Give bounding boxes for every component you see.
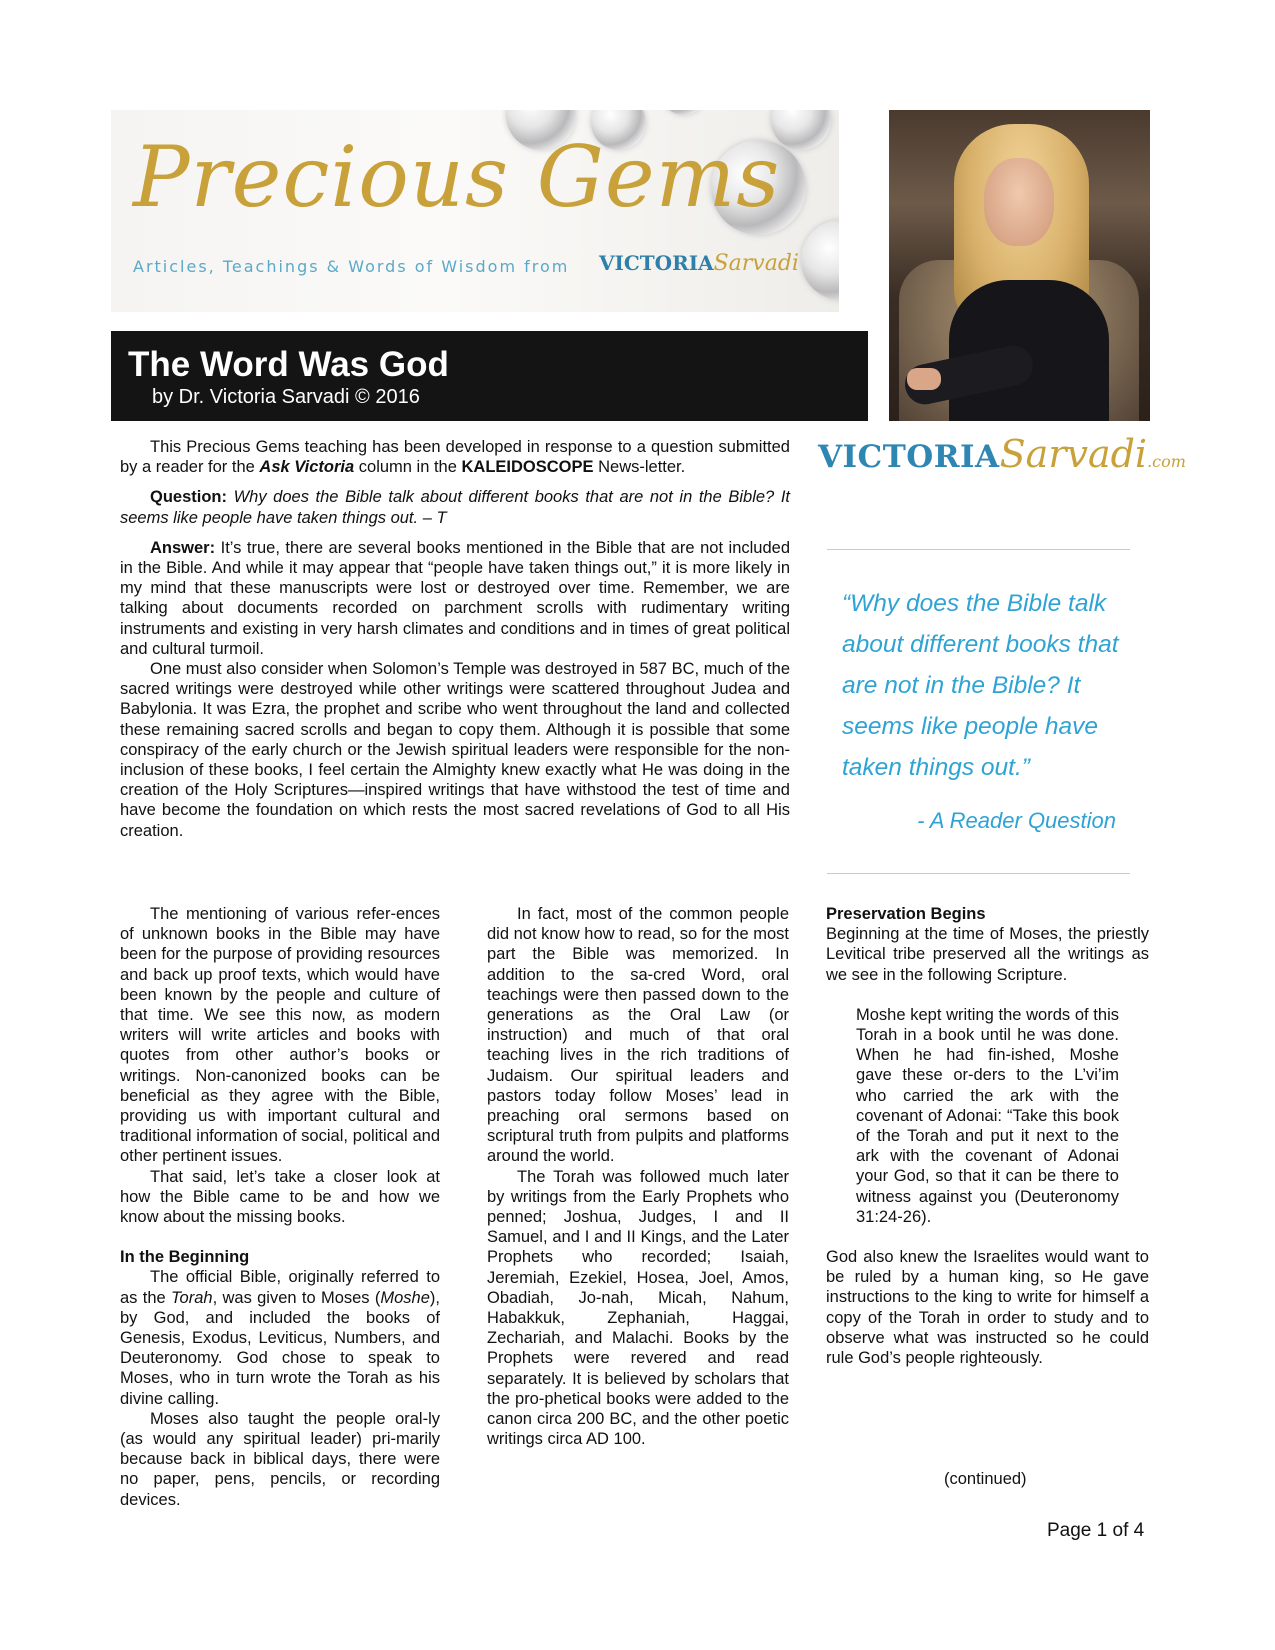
gem-decoration (661, 110, 706, 115)
banner-title: Precious Gems (133, 128, 781, 226)
column-3 (826, 904, 1149, 1368)
newsletter-name: KALEIDOSCOPE (461, 458, 594, 477)
question-text: Why does the Bible talk about different books that are not in the Bible? It seems like people have taken things out. – T (120, 488, 790, 527)
text-run: News-letter. (593, 458, 686, 477)
answer-label: Answer: (150, 538, 216, 557)
column-2 (487, 904, 789, 1449)
intro-paragraph (120, 437, 790, 477)
photo-face (984, 158, 1054, 246)
text-run: , was given to Moses ( (212, 1288, 381, 1307)
section-heading: Preservation Begins (826, 905, 986, 923)
body-paragraph: Beginning at the time of Moses, the priestly Levitical tribe preserved all the writings as we see in the following Scripture. (826, 925, 1149, 984)
author-photo (889, 110, 1150, 421)
byline: by Dr. Victoria Sarvadi © 2016 (152, 386, 420, 408)
body-paragraph: The mentioning of various refer-ences of unknown books in the Bible may have been for the purpose of providing resources and back up proof texts, which would have been known by the people and culture of that time. We see this now, as modern writers will write articles and books with quotes from other author’s books or writings. Non-canonized books can be beneficial as they agree with the Bible, providing us with important cultural and traditional information of social, political and other pertinent issues. (120, 905, 440, 1166)
answer-paragraph (120, 538, 790, 659)
text-run: Moshe (380, 1288, 430, 1307)
body-paragraph: Moses also taught the people oral-ly (as would any spiritual leader) pri-marily because back in biblical days, there were no paper, pens, pencils, or recording devices. (120, 1409, 440, 1509)
body-paragraph: God also knew the Israelites would want to be ruled by a human king, so He gave instructions to the king to write for himself a copy of the Torah in order to study and to observe what was instructed so he could rule God’s people righteously. (826, 1248, 1149, 1368)
site-logo (818, 432, 1186, 476)
pull-quote-rule-top (827, 549, 1130, 550)
column-1 (120, 904, 440, 1510)
banner-brand-script: Sarvadi (713, 251, 799, 276)
photo-hand (907, 368, 941, 390)
banner-image (111, 110, 839, 312)
pull-quote-attribution: - A Reader Question (917, 808, 1116, 833)
photo-body (949, 280, 1109, 421)
logo-main: VICTORIA (818, 439, 1000, 475)
intro-paragraph: One must also consider when Solomon’s Temple was destroyed in 587 BC, much of the sacred writings were destroyed while other writings were scattered throughout Judea and Babylonia. It was Ezra, the prophet and scribe who went throughout the land and collected these remaining sacred scrolls and began to copy them. Although it is possible that some conspiracy of the early church or the Jewish spiritual leaders were responsible for the non-inclusion of these books, I feel certain the Almighty knew exactly what He was doing in the creation of the Holy Scriptures—inspired writings that have withstood the test of time and have become the foundation on which rests the most sacred revelations of God to all His creation. (120, 660, 790, 840)
text-run: This Precious Gems teaching has been developed in response to a question submitted by a reader for the (120, 438, 790, 477)
banner-brand (599, 251, 799, 276)
body-paragraph (120, 1267, 440, 1408)
gem-decoration (801, 220, 839, 300)
logo-suffix: .com (1147, 452, 1186, 471)
answer-text: It’s true, there are several books mentioned in the Bible that are not included in the Bible. And while it may appear that “people have taken things out,” it is more likely in my mind that these manuscripts were lost or destroyed over time. Remember, we are talking about documents recorded on parchment scrolls with rudimentary writing instruments and existing in very harsh climates and conditions and in times of great political and cultural turmoil. (120, 538, 790, 658)
logo-script: Sarvadi (999, 432, 1148, 476)
section-heading: In the Beginning (120, 1248, 250, 1267)
column-name: Ask Victoria (259, 458, 355, 477)
text-run: ), by God, and included the books of Genesis, Exodus, Leviticus, Numbers, and Deuteronomy. God chose to speak to Moses, who in turn wrote the Torah as his divine calling. (120, 1288, 440, 1408)
body-paragraph: That said, let’s take a closer look at how the Bible came to be and how we know about the missing books. (120, 1167, 440, 1227)
banner-brand-main: VICTORIA (599, 251, 714, 275)
page-title: The Word Was God (128, 345, 449, 384)
pull-quote-rule-bottom (827, 873, 1130, 874)
body-paragraph: In fact, most of the common people did not know how to read, so for the most part the Bible was memorized. In addition to the sa-cred Word, oral teachings were then passed down to the generations as the Oral Law (or instruction) and much of that oral teaching lives in the rich traditions of Judaism. Our spiritual leaders and pastors today follow Moses’ lead in preaching oral sermons based on scriptural truth from pulpits and platforms around the world. (487, 905, 789, 1166)
text-run: The official Bible, originally referred to as the (120, 1268, 440, 1307)
question-paragraph (120, 487, 790, 527)
intro-section (120, 437, 790, 841)
text-run: column in the (354, 458, 462, 477)
scripture-quote: Moshe kept writing the words of this Torah in a book until he was done. When he had fin-ished, Moshe gave these or-ders to the L’vi’im who carried the ark with the covenant of Adonai: “Take this book of the Torah and put it next to the ark with the covenant of Adonai your God, so that it can be there to witness against you (Deuteronomy 31:24-26). (856, 1005, 1119, 1226)
title-bar (111, 331, 868, 421)
pull-quote: “Why does the Bible talk about different books that are not in the Bible? It seems like people have taken things out.” (842, 590, 1119, 781)
banner-tagline: Articles, Teachings & Words of Wisdom from (133, 257, 570, 276)
continued-note: (continued) (944, 1470, 1027, 1488)
text-run: Torah (170, 1288, 213, 1307)
body-paragraph: The Torah was followed much later by writings from the Early Prophets who penned; Joshua, Judges, I and II Samuel, and I and II Kings, and the Later Prophets who recorded; Isaiah, Jeremiah, Ezekiel, Hosea, Joel, Amos, Obadiah, Jo-nah, Micah, Nahum, Habakkuk, Zephaniah, Haggai, Zechariah, and Malachi. Books by the Prophets were revered and read separately. It is believed by scholars that the pro-phetical books were added to the canon circa 200 BC, and the other poetic writings circa AD 100. (487, 1167, 789, 1449)
page-number: Page 1 of 4 (1047, 1520, 1145, 1541)
question-label: Question: (150, 488, 227, 507)
